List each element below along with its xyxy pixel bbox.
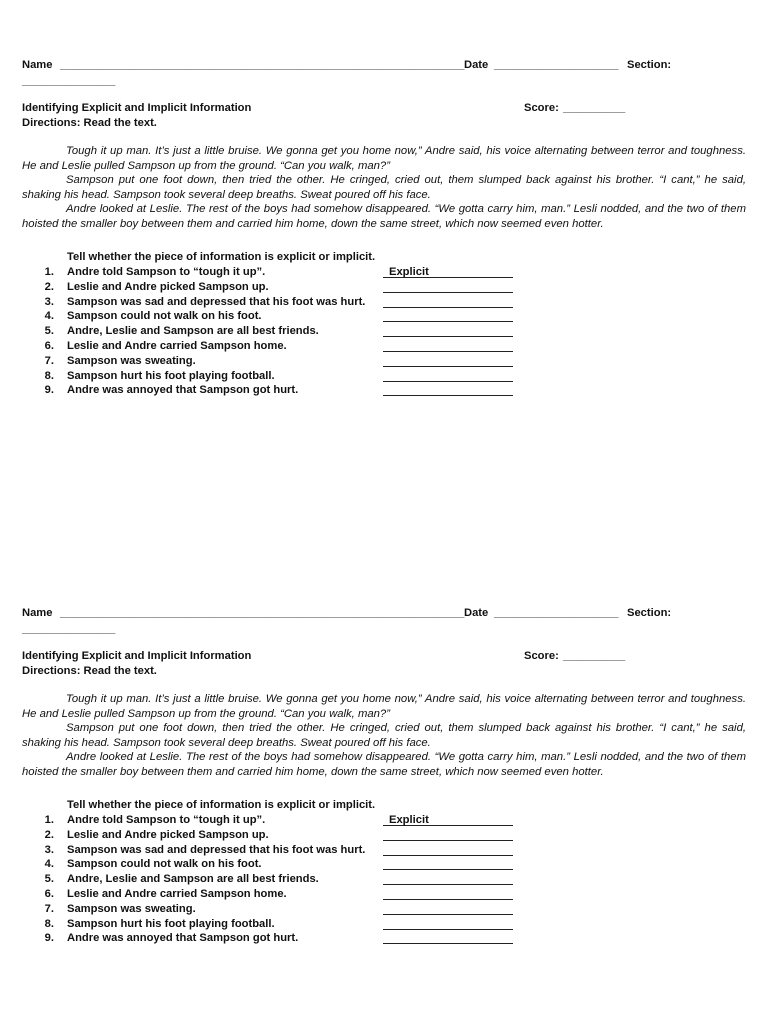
question-item bbox=[0, 325, 768, 340]
question-number: 5. bbox=[44, 325, 54, 338]
question-list bbox=[0, 266, 768, 399]
section-blank[interactable]: _______________ bbox=[22, 75, 116, 87]
name-blank[interactable]: _________________________________________________________________ bbox=[60, 59, 465, 71]
answer-blank[interactable] bbox=[383, 355, 513, 367]
answer-blank[interactable] bbox=[383, 829, 513, 841]
question-number: 5. bbox=[44, 873, 54, 886]
question-item bbox=[0, 296, 768, 311]
passage-paragraph: Tough it up man. It’s just a little bruise. We gonna get you home now,” Andre said, his voice alternating between terror and toughness. He and Leslie pulled Sampson up from the ground. “Can you walk, man?” bbox=[22, 145, 746, 172]
question-item bbox=[0, 932, 768, 947]
question-text: Andre, Leslie and Sampson are all best friends. bbox=[67, 873, 319, 886]
answer-blank[interactable] bbox=[383, 325, 513, 337]
question-number: 9. bbox=[44, 932, 54, 945]
question-number: 3. bbox=[44, 295, 54, 308]
question-text: Leslie and Andre picked Sampson up. bbox=[67, 828, 269, 841]
question-number: 3. bbox=[44, 843, 54, 856]
question-number: 2. bbox=[44, 280, 54, 293]
question-item bbox=[0, 310, 768, 325]
answer-blank[interactable]: Explicit bbox=[383, 814, 513, 826]
question-item bbox=[0, 340, 768, 355]
answer-blank[interactable] bbox=[383, 918, 513, 930]
answer-blank[interactable] bbox=[383, 310, 513, 322]
reading-passage bbox=[22, 692, 746, 780]
answer-blank[interactable] bbox=[383, 384, 513, 396]
question-number: 2. bbox=[44, 828, 54, 841]
question-item bbox=[0, 888, 768, 903]
question-item bbox=[0, 370, 768, 385]
answer-blank[interactable] bbox=[383, 296, 513, 308]
passage-paragraph: Tough it up man. It’s just a little bruise. We gonna get you home now,” Andre said, his voice alternating between terror and toughness. He and Leslie pulled Sampson up from the ground. “Can you walk, man?” bbox=[22, 693, 746, 720]
question-text: Sampson could not walk on his foot. bbox=[67, 310, 262, 323]
passage-paragraph: Andre looked at Leslie. The rest of the boys had somehow disappeared. “We gotta carry him, man.” Lesli nodded, and the two of them hoisted the smaller boy between them and carried him home, down the same street, which now seemed even hotter. bbox=[22, 203, 746, 230]
question-text: Andre was annoyed that Sampson got hurt. bbox=[67, 932, 299, 945]
question-number: 4. bbox=[44, 858, 54, 871]
question-text: Sampson was sweating. bbox=[67, 354, 196, 367]
answer-blank[interactable] bbox=[383, 873, 513, 885]
score-blank[interactable]: __________ bbox=[563, 650, 626, 662]
question-item bbox=[0, 858, 768, 873]
directions: Directions: Read the text. bbox=[22, 665, 157, 677]
question-text: Andre was annoyed that Sampson got hurt. bbox=[67, 384, 299, 397]
question-text: Andre, Leslie and Sampson are all best friends. bbox=[67, 325, 319, 338]
passage-paragraph: Sampson put one foot down, then tried the other. He cringed, cried out, them slumped back against his brother. “I cant,” he said, shaking his head. Sampson took several deep breaths. Sweat poured off his face. bbox=[22, 174, 746, 201]
question-item bbox=[0, 829, 768, 844]
passage-paragraph: Sampson put one foot down, then tried the other. He cringed, cried out, them slumped back against his brother. “I cant,” he said, shaking his head. Sampson took several deep breaths. Sweat poured off his face. bbox=[22, 722, 746, 749]
date-label: Date bbox=[464, 59, 489, 71]
question-number: 1. bbox=[44, 266, 54, 278]
worksheet-title: Identifying Explicit and Implicit Information bbox=[22, 650, 252, 662]
question-number: 6. bbox=[44, 887, 54, 900]
worksheet-bottom bbox=[0, 604, 768, 1004]
question-number: 8. bbox=[44, 369, 54, 382]
question-item bbox=[0, 873, 768, 888]
question-number: 6. bbox=[44, 339, 54, 352]
question-text: Sampson hurt his foot playing football. bbox=[67, 369, 275, 382]
name-label: Name bbox=[22, 59, 53, 71]
answer-blank[interactable] bbox=[383, 370, 513, 382]
question-item bbox=[0, 266, 768, 281]
section-blank[interactable]: _______________ bbox=[22, 623, 116, 635]
question-text: Leslie and Andre carried Sampson home. bbox=[67, 339, 287, 352]
question-number: 1. bbox=[44, 814, 54, 826]
question-text: Sampson could not walk on his foot. bbox=[67, 858, 262, 871]
question-item bbox=[0, 903, 768, 918]
question-text: Andre told Sampson to “tough it up”. bbox=[67, 266, 266, 278]
score-blank[interactable]: __________ bbox=[563, 102, 626, 114]
answer-blank[interactable] bbox=[383, 844, 513, 856]
question-heading: Tell whether the piece of information is explicit or implicit. bbox=[67, 251, 376, 263]
question-text: Sampson hurt his foot playing football. bbox=[67, 917, 275, 930]
answer-blank[interactable] bbox=[383, 932, 513, 944]
date-blank[interactable]: ____________________ bbox=[494, 607, 619, 619]
question-item bbox=[0, 814, 768, 829]
passage-paragraph: Andre looked at Leslie. The rest of the boys had somehow disappeared. “We gotta carry him, man.” Lesli nodded, and the two of them hoisted the smaller boy between them and carried him home, down the same street, which now seemed even hotter. bbox=[22, 751, 746, 778]
answer-blank[interactable]: Explicit bbox=[383, 266, 513, 278]
reading-passage bbox=[22, 144, 746, 232]
question-item bbox=[0, 355, 768, 370]
question-text: Leslie and Andre carried Sampson home. bbox=[67, 887, 287, 900]
question-text: Leslie and Andre picked Sampson up. bbox=[67, 280, 269, 293]
question-number: 7. bbox=[44, 354, 54, 367]
score-label: Score: bbox=[524, 650, 559, 662]
question-number: 9. bbox=[44, 384, 54, 397]
name-blank[interactable]: _________________________________________________________________ bbox=[60, 607, 465, 619]
question-text: Sampson was sad and depressed that his foot was hurt. bbox=[67, 295, 366, 308]
question-number: 7. bbox=[44, 902, 54, 915]
question-item bbox=[0, 281, 768, 296]
worksheet-top bbox=[0, 56, 768, 456]
answer-blank[interactable] bbox=[383, 281, 513, 293]
question-number: 8. bbox=[44, 917, 54, 930]
score-label: Score: bbox=[524, 102, 559, 114]
answer-blank[interactable] bbox=[383, 903, 513, 915]
section-label: Section: bbox=[627, 607, 672, 619]
question-item bbox=[0, 844, 768, 859]
question-item bbox=[0, 918, 768, 933]
question-text: Sampson was sad and depressed that his foot was hurt. bbox=[67, 843, 366, 856]
question-text: Andre told Sampson to “tough it up”. bbox=[67, 814, 266, 826]
date-blank[interactable]: ____________________ bbox=[494, 59, 619, 71]
section-label: Section: bbox=[627, 59, 672, 71]
answer-blank[interactable] bbox=[383, 888, 513, 900]
worksheet-title: Identifying Explicit and Implicit Information bbox=[22, 102, 252, 114]
answer-blank[interactable] bbox=[383, 858, 513, 870]
name-label: Name bbox=[22, 607, 53, 619]
date-label: Date bbox=[464, 607, 489, 619]
question-text: Sampson was sweating. bbox=[67, 902, 196, 915]
directions: Directions: Read the text. bbox=[22, 117, 157, 129]
question-heading: Tell whether the piece of information is explicit or implicit. bbox=[67, 799, 376, 811]
question-number: 4. bbox=[44, 310, 54, 323]
question-list bbox=[0, 814, 768, 947]
question-item bbox=[0, 384, 768, 399]
answer-blank[interactable] bbox=[383, 340, 513, 352]
